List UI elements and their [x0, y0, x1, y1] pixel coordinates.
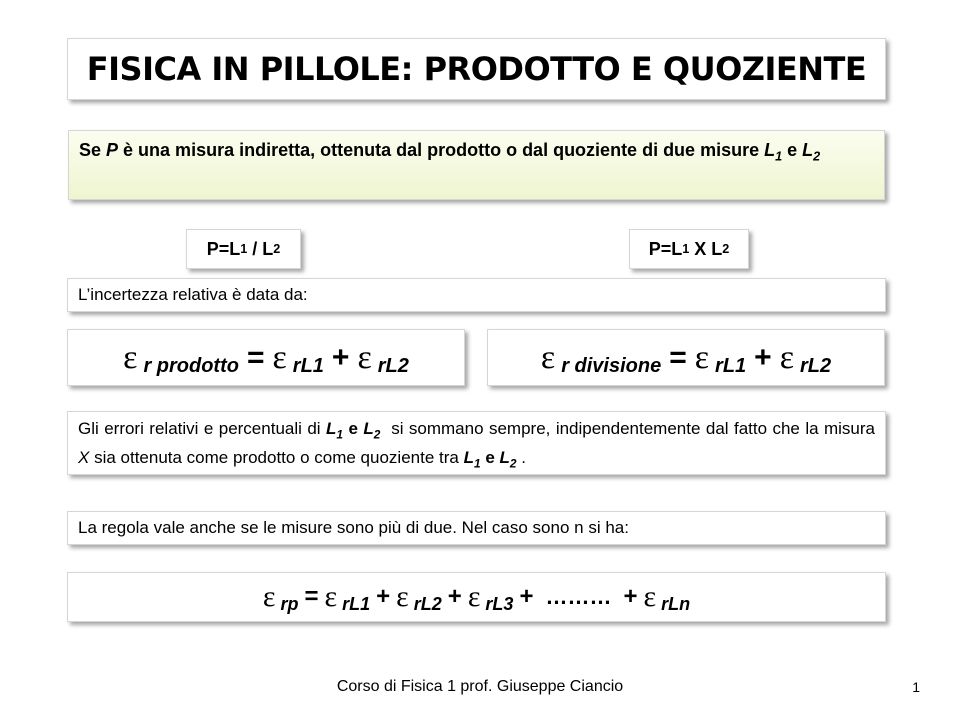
footer-credit: Corso di Fisica 1 prof. Giuseppe Ciancio	[336, 678, 624, 695]
intro-L1: $L_1$	[764, 140, 783, 164]
intro-and: e	[782, 140, 803, 160]
intro-box	[68, 130, 885, 200]
intro-text-a: Se	[79, 140, 107, 160]
product-uncertainty-equation: ε r prodotto = ε rL1 + ε rL2	[67, 329, 465, 386]
slide-title: FISICA IN PILLOLE: PRODOTTO E QUOZIENTE	[67, 38, 886, 100]
intro-text-b: è una misura indiretta, ottenuta dal prodotto o dal quoziente di due misure	[118, 140, 765, 160]
general-uncertainty-equation: ε rp = ε rL1 + ε rL2 + ε rL3 + ……… + ε rLn	[67, 572, 886, 622]
page-number: 1	[912, 679, 920, 695]
general-rule-note: La regola vale anche se le misure sono più di due. Nel caso sono n si ha:	[67, 511, 886, 545]
division-uncertainty-equation: ε r divisione = ε rL1 + ε rL2	[487, 329, 885, 386]
quotient-formula: P=L 1 / L 2	[186, 229, 301, 269]
relative-errors-note: Gli errori relativi e percentuali di $L_1$ e $L_2$ si sommano sempre, indipendentemente dal fatto che la misura X sia ottenuta come prodotto o come quoziente tra $L_1$ e $L_2$ .	[67, 411, 886, 475]
product-formula: P=L 1 X L 2	[629, 229, 749, 269]
intro-L2: $L_2$	[802, 140, 821, 164]
uncertainty-note: L’incertezza relativa è data da:	[67, 278, 886, 312]
intro-P: P	[106, 140, 119, 160]
